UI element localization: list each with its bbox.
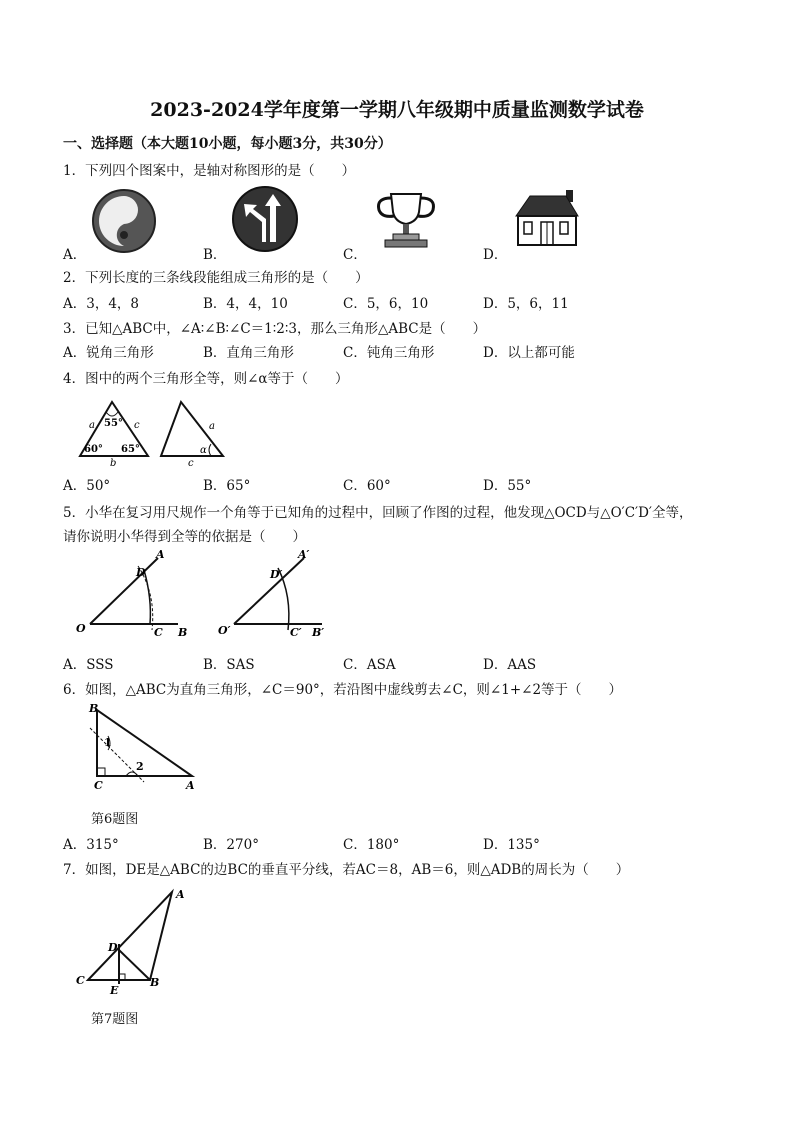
q4-option-c[interactable]: C．60°: [343, 478, 391, 494]
q5-label-O: O: [76, 622, 86, 635]
q6-option-a[interactable]: A．315°: [63, 837, 119, 853]
question-4: 4．图中的两个三角形全等，则∠α等于（ ）: [63, 371, 349, 387]
q5-label-A: A: [156, 548, 165, 561]
q7-label-E: E: [110, 984, 119, 996]
q3-option-a[interactable]: A．锐角三角形: [63, 345, 154, 361]
q7-label-C: C: [76, 974, 85, 987]
question-5-line1: 5．小华在复习用尺规作一个角等于已知角的过程中，回顾了作图的过程，他发现△OCD与△O′C′D′全等，: [63, 505, 693, 521]
q5-option-c[interactable]: C．ASA: [343, 657, 396, 673]
trophy-icon: [373, 190, 439, 250]
q5-option-d[interactable]: D．AAS: [483, 657, 537, 673]
q4-label-c: c: [134, 420, 140, 431]
q6-angle-2: 2: [136, 760, 144, 773]
section-heading: 一、选择题（本大题10小题，每小题3分，共30分）: [63, 136, 392, 152]
q4-label-a2: a: [209, 421, 215, 432]
q4-option-a[interactable]: A．50°: [63, 478, 111, 494]
q4-alpha: α: [200, 445, 207, 456]
q7-label-D: D: [108, 941, 118, 954]
q4-option-b[interactable]: B．65°: [203, 478, 251, 494]
q6-caption: 第6题图: [91, 812, 139, 827]
q6-right-triangle-figure: [82, 700, 212, 796]
q2-option-c[interactable]: C．5，6，10: [343, 296, 429, 312]
q6-option-d[interactable]: D．135°: [483, 837, 540, 853]
q5-label-A2: A′: [298, 548, 310, 561]
q5-label-B: B: [178, 626, 188, 639]
q7-perpendicular-bisector-figure: [72, 884, 202, 996]
q6-angle-1: 1: [104, 736, 112, 749]
q7-label-B: B: [150, 976, 160, 989]
q4-label-a: a: [89, 420, 95, 431]
q5-label-C2: C′: [290, 626, 302, 639]
q2-option-a[interactable]: A．3，4，8: [63, 296, 140, 312]
q5-label-D2: D′: [270, 568, 283, 581]
q5-label-D: D: [136, 566, 146, 579]
q5-angle-construction-figure: [72, 548, 352, 644]
q6-label-B: B: [89, 702, 99, 715]
question-7: 7．如图，DE是△ABC的边BC的垂直平分线，若AC＝8，AB＝6，则△ADB的周长为（ ）: [63, 862, 630, 878]
q4-option-d[interactable]: D．55°: [483, 478, 532, 494]
q3-option-c[interactable]: C．钝角三角形: [343, 345, 435, 361]
q4-angle-55: 55°: [104, 418, 123, 429]
q1-option-c[interactable]: C．: [343, 247, 367, 263]
question-6: 6．如图，△ABC为直角三角形，∠C＝90°，若沿图中虚线剪去∠C，则∠1+∠2等于（ ）: [63, 682, 623, 698]
q5-label-B2: B′: [312, 626, 325, 639]
page-title: 2023-2024学年度第一学期八年级期中质量监测数学试卷: [150, 99, 644, 121]
house-icon: [512, 188, 582, 248]
q4-label-c2: c: [188, 458, 194, 468]
q3-option-d[interactable]: D．以上都可能: [483, 345, 575, 361]
q4-angle-65: 65°: [121, 444, 140, 455]
q2-option-b[interactable]: B．4，4，10: [203, 296, 288, 312]
q6-label-A: A: [186, 779, 195, 792]
q6-option-b[interactable]: B．270°: [203, 837, 259, 853]
q1-option-a[interactable]: A．: [63, 247, 87, 263]
q5-option-a[interactable]: A．SSS: [63, 657, 114, 673]
q1-option-b[interactable]: B．: [203, 247, 227, 263]
q4-triangles-figure: [75, 396, 235, 468]
question-5-line2: 请你说明小华得到全等的依据是（ ）: [63, 529, 306, 545]
q6-label-C: C: [94, 779, 103, 792]
q4-angle-60: 60°: [84, 444, 103, 455]
yin-yang-icon: [90, 188, 160, 254]
q3-option-b[interactable]: B．直角三角形: [203, 345, 294, 361]
q6-option-c[interactable]: C．180°: [343, 837, 400, 853]
q4-label-b: b: [110, 458, 117, 468]
q5-option-b[interactable]: B．SAS: [203, 657, 255, 673]
q7-caption: 第7题图: [91, 1012, 139, 1027]
q1-option-d[interactable]: D．: [483, 247, 508, 263]
q7-label-A: A: [176, 888, 185, 901]
question-2: 2．下列长度的三条线段能组成三角形的是（ ）: [63, 270, 369, 286]
road-sign-icon: [230, 184, 302, 254]
q5-label-C: C: [154, 626, 163, 639]
question-1: 1．下列四个图案中，是轴对称图形的是（ ）: [63, 163, 356, 179]
q2-option-d[interactable]: D．5，6，11: [483, 296, 569, 312]
question-3: 3．已知△ABC中，∠A∶∠B∶∠C＝1∶2∶3，那么三角形△ABC是（ ）: [63, 321, 487, 337]
q5-label-O2: O′: [218, 624, 231, 637]
